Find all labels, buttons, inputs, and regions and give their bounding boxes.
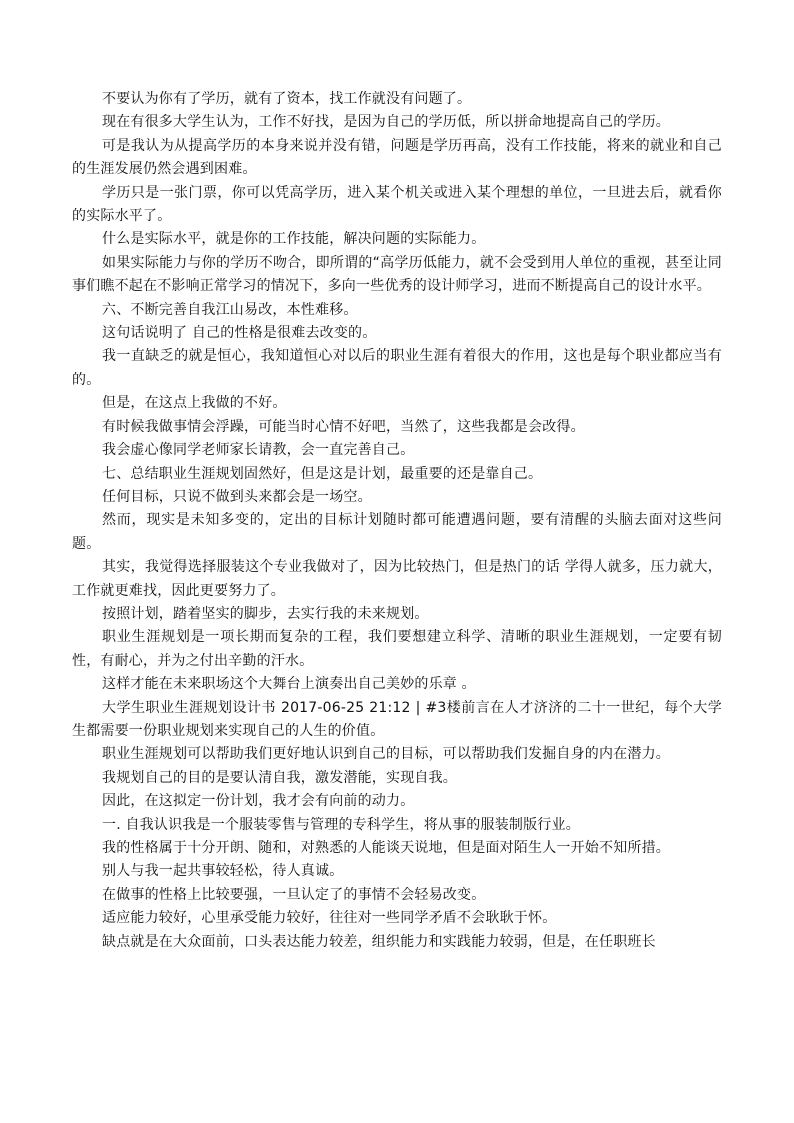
paragraph: 不要认为你有了学历，就有了资本，找工作就没有问题了。 xyxy=(102,91,472,107)
paragraph: 任何目标，只说不做到头来都会是一场空。 xyxy=(102,488,372,505)
paragraph: 大学生职业生涯规划设计书 2017-06-25 21:12 | #3楼前言在人才济济的二十一世纪，每个大学生都需要一份职业规划来实现自己的人生的价值。 xyxy=(72,699,722,739)
paragraph: 这样才能在未来职场这个大舞台上演奏出自己美妙的乐章 。 xyxy=(102,676,476,693)
paragraph: 我规划自己的目的是要认清自我，激发潜能，实现自我。 xyxy=(102,769,457,786)
paragraph: 如果实际能力与你的学历不吻合，即所谓的“高学历低能力，就不会受到用人单位的重视，甚至让同事们瞧不起在不影响正常学习的情况下，多向一些优秀的设计师学习，进而不断提高自己的设计水平。 xyxy=(72,254,722,295)
paragraph: 七、总结职业生涯规划固然好，但是这是计划，最重要的还是靠自己。 xyxy=(102,465,543,482)
paragraph: 缺点就是在大众面前，口头表达能力较差，组织能力和实践能力较弱，但是，在任职班长 xyxy=(102,933,656,950)
paragraph: 一. 自我认识我是一个服装零售与管理的专科学生，将从事的服装制版行业。 xyxy=(102,816,580,833)
document-body xyxy=(72,88,722,954)
paragraph: 在做事的性格上比较要强，一旦认定了的事情不会轻易改变。 xyxy=(102,886,486,903)
paragraph: 我的性格属于十分开朗、随和，对熟悉的人能谈天说地，但是面对陌生人一开始不知所措。 xyxy=(102,840,670,856)
paragraph: 但是，在这点上我做的不好。 xyxy=(102,395,287,412)
paragraph: 什么是实际水平，就是你的工作技能，解决问题的实际能力。 xyxy=(102,231,486,248)
paragraph: 然而，现实是未知多变的，定出的目标计划随时都可能遭遇问题，要有清醒的头脑去面对这些问题。 xyxy=(72,512,722,552)
paragraph: 现在有很多大学生认为，工作不好找，是因为自己的学历低，所以拼命地提高自己的学历。 xyxy=(102,114,670,131)
paragraph: 我一直缺乏的就是恒心，我知道恒心对以后的职业生涯有着很大的作用，这也是每个职业都应当有的。 xyxy=(72,348,722,388)
paragraph: 这句话说明了 自己的性格是很难去改变的。 xyxy=(102,325,377,342)
paragraph: 按照计划，踏着坚实的脚步，去实行我的未来规划。 xyxy=(102,605,429,622)
paragraph: 学历只是一张门票，你可以凭高学历，进入某个机关或进入某个理想的单位，一旦进去后，就看你的实际水平了。 xyxy=(72,184,722,225)
paragraph: 其实，我觉得选择服装这个专业我做对了，因为比较热门，但是热门的话 学得人就多，压力就大，工作就更难找，因此更要努力了。 xyxy=(72,559,722,599)
paragraph: 别人与我一起共事较轻松，待人真诚。 xyxy=(102,863,344,880)
paragraph: 职业生涯规划可以帮助我们更好地认识到自己的目标，可以帮助我们发掘自身的内在潜力。 xyxy=(102,746,670,763)
paragraph: 因此，在这拟定一份计划，我才会有向前的动力。 xyxy=(102,793,415,810)
paragraph: 适应能力较好，心里承受能力较好，往往对一些同学矛盾不会耿耿于怀。 xyxy=(102,910,557,927)
paragraph: 有时候我做事情会浮躁，可能当时心情不好吧，当然了，这些我都是会改得。 xyxy=(102,418,585,435)
paragraph: 六、不断完善自我江山易改，本性难移。 xyxy=(102,301,358,318)
paragraph: 可是我认为从提高学历的本身来说并没有错，问题是学历再高，没有工作技能，将来的就业和自己的生涯发展仍然会遇到困难。 xyxy=(72,137,722,178)
paragraph: 我会虚心像同学老师家长请教，会一直完善自己。 xyxy=(102,442,415,459)
paragraph: 职业生涯规划是一项长期而复杂的工程，我们要想建立科学、清晰的职业生涯规划，一定要有韧性，有耐心，并为之付出辛勤的汗水。 xyxy=(72,629,722,669)
